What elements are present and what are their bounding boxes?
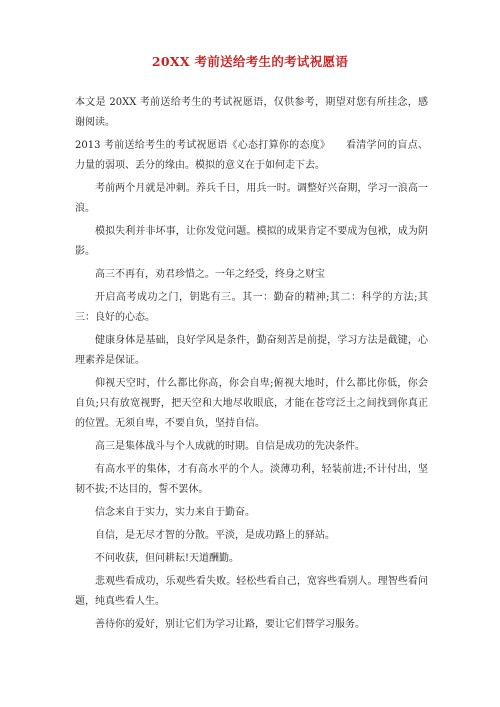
paragraph: 高三不再有，劝君珍惜之。一年之经受，终身之财宝 bbox=[95, 269, 325, 280]
document-title: 20XX 考前送给考生的考试祝愿语 bbox=[151, 54, 349, 69]
paragraph: 仰视天空时，什么都比你高，你会自卑;俯视大地时，什么都比你低，你会自负;只有放宽视野，把天空和大地尽收眼底，才能在苍穹泛土之间找到你真正的位置。无须自卑，不要自负，坚持自信。 bbox=[75, 378, 428, 429]
paragraph: 有高水平的集体，才有高水平的个人。淡薄功利，轻装前进;不计付出，坚韧不拔;不达目的，誓不罢休。 bbox=[75, 464, 428, 495]
paragraph: 2013 考前送给考生的考试祝愿语《心态打算你的态度》 看清学问的盲点、力量的弱项、丢分的缘由。模拟的意义在于如何走下去。 bbox=[75, 140, 428, 171]
paragraph: 开启高考成功之门，钥匙有三。其一：勤奋的精神;其二：科学的方法;其三：良好的心态。 bbox=[75, 292, 428, 323]
paragraph: 善待你的爱好，别让它们为学习让路，要让它们替学习服务。 bbox=[95, 619, 365, 630]
paragraph: 信念来自于实力，实力来自于勤奋。 bbox=[95, 507, 255, 518]
paragraph: 不问收获，但问耕耘!天道酬勤。 bbox=[95, 553, 240, 564]
paragraph: 健康身体是基础，良好学风是条件，勤奋刻苦是前提，学习方法是截键，心理素养是保证。 bbox=[75, 335, 428, 366]
paragraph: 高三是集体战斗与个人成就的时期。自信是成功的先决条件。 bbox=[95, 441, 365, 452]
paragraph: 悲观些看成功，乐观些看失败。轻松些看自己，宽容些看别人。理智些看问题，纯真些看人生。 bbox=[75, 576, 428, 607]
paragraph: 自信，是无尽才智的分散。平淡，是成功路上的驿站。 bbox=[95, 530, 335, 541]
paragraph: 本文是 20XX 考前送给考生的考试祝愿语，仅供参考，期望对您有所挂念，感谢阅读。 bbox=[75, 97, 428, 128]
document-body bbox=[75, 93, 428, 638]
paragraph: 考前两个月就是冲刺。养兵千日，用兵一时。调整好兴奋期，学习一浪高一浪。 bbox=[75, 183, 428, 214]
paragraph: 模拟失利并非坏事，让你发觉问题。模拟的成果肯定不要成为包袱，成为阴影。 bbox=[75, 226, 428, 257]
